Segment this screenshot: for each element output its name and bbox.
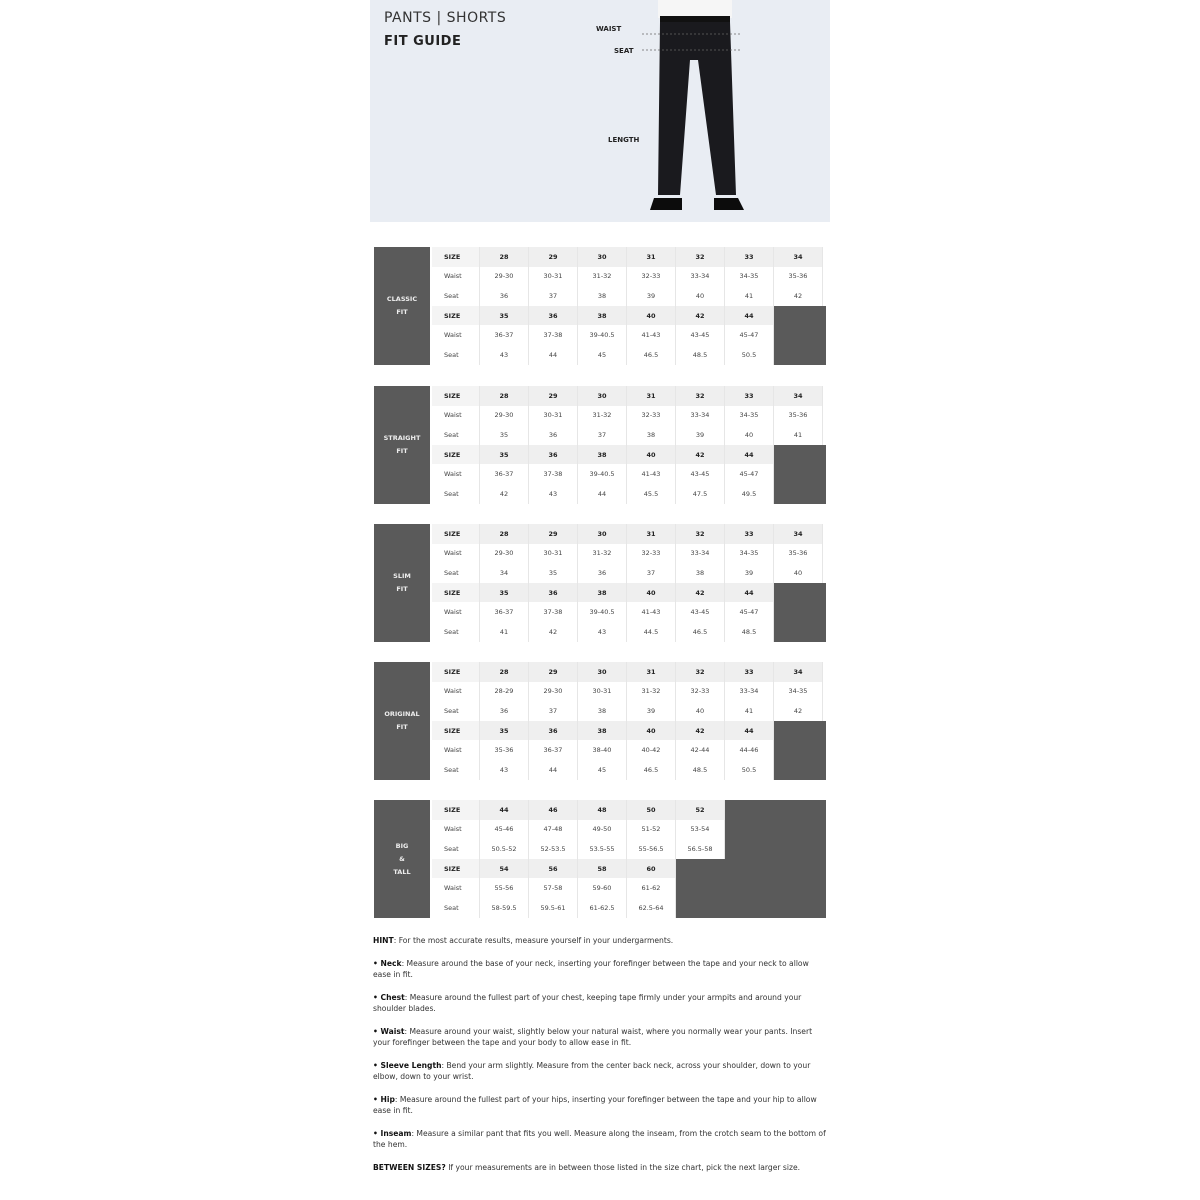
waist-cell: 31-32: [627, 682, 676, 702]
waist-cell: 31-32: [578, 544, 627, 564]
waist-cell: 33-34: [676, 406, 725, 426]
size-table: [374, 524, 826, 642]
seat-cell: 59.5-61: [529, 898, 578, 918]
waist-cell: 31-32: [578, 406, 627, 426]
waist-row-label: Waist: [432, 740, 480, 760]
size-cell: 30: [578, 247, 627, 267]
hint-paragraph: [373, 1128, 828, 1150]
size-cell: 46: [529, 800, 578, 820]
hint-paragraph: [373, 935, 828, 946]
seat-row-label: Seat: [432, 622, 480, 642]
seat-cell: 44: [529, 760, 578, 780]
seat-cell: 42: [774, 701, 823, 721]
size-cell: 35: [480, 721, 529, 741]
measuring-hints: [373, 935, 828, 1185]
size-cell: 30: [578, 524, 627, 544]
hint-paragraph: [373, 992, 828, 1014]
waist-cell: 30-31: [578, 682, 627, 702]
table-row: [432, 682, 823, 702]
waist-cell: 43-45: [676, 325, 725, 345]
hint-paragraph: [373, 1060, 828, 1082]
hint-title: • Inseam: [373, 1129, 412, 1138]
hint-text: : Measure around the base of your neck, inserting your forefinger between the tape and your neck to allow ease in fit.: [373, 959, 809, 979]
seat-cell: 50.5: [725, 345, 774, 365]
fit-name-label: ORIGINAL FIT: [374, 662, 430, 780]
seat-cell: 48.5: [676, 345, 725, 365]
waist-cell: 32-33: [676, 682, 725, 702]
length-label: LENGTH: [608, 136, 640, 144]
waist-cell: 36-37: [480, 325, 529, 345]
waist-cell: 29-30: [480, 544, 529, 564]
size-cell: 36: [529, 583, 578, 603]
size-cell: 38: [578, 306, 627, 326]
waist-cell: 37-38: [529, 325, 578, 345]
seat-cell: 55-56.5: [627, 839, 676, 859]
size-cell: 38: [578, 721, 627, 741]
size-cell: 29: [529, 524, 578, 544]
seat-cell: 41: [480, 622, 529, 642]
size-cell: 48: [578, 800, 627, 820]
waist-cell: 29-30: [529, 682, 578, 702]
seat-row-label: Seat: [432, 425, 480, 445]
table-row: [432, 306, 774, 326]
table-row: [432, 325, 774, 345]
seat-cell: 37: [627, 563, 676, 583]
waist-row-label: Waist: [432, 406, 480, 426]
size-row-label: SIZE: [432, 386, 480, 406]
seat-cell: 36: [529, 425, 578, 445]
seat-cell: 47.5: [676, 484, 725, 504]
waist-cell: 59-60: [578, 878, 627, 898]
size-cell: 31: [627, 662, 676, 682]
size-row-label: SIZE: [432, 859, 480, 879]
waist-cell: 43-45: [676, 602, 725, 622]
table-row: [432, 386, 823, 406]
hint-title: • Neck: [373, 959, 402, 968]
seat-row-label: Seat: [432, 701, 480, 721]
size-cell: 29: [529, 386, 578, 406]
seat-cell: 45: [578, 760, 627, 780]
empty-area: [774, 721, 826, 780]
seat-cell: 43: [480, 345, 529, 365]
hint-paragraph: [373, 1094, 828, 1116]
waist-row-label: Waist: [432, 325, 480, 345]
seat-cell: 48.5: [725, 622, 774, 642]
seat-cell: 42: [529, 622, 578, 642]
waist-cell: 36-37: [529, 740, 578, 760]
size-cell: 40: [627, 583, 676, 603]
fit-name-label: STRAIGHT FIT: [374, 386, 430, 504]
seat-cell: 56.5-58: [676, 839, 725, 859]
size-cell: 42: [676, 445, 725, 465]
table-row: [432, 406, 823, 426]
waist-cell: 49-50: [578, 820, 627, 840]
header-title: PANTS | SHORTS: [384, 10, 507, 26]
empty-area: [774, 583, 826, 642]
table-row: [432, 602, 774, 622]
empty-area: [774, 306, 826, 365]
waist-cell: 35-36: [774, 267, 823, 287]
size-cell: 44: [725, 721, 774, 741]
fit-name-label: CLASSIC FIT: [374, 247, 430, 365]
table-row: [432, 247, 823, 267]
size-cell: 38: [578, 445, 627, 465]
waist-cell: 41-43: [627, 325, 676, 345]
waist-cell: 30-31: [529, 406, 578, 426]
seat-cell: 36: [480, 701, 529, 721]
size-cell: 35: [480, 583, 529, 603]
waist-cell: 35-36: [480, 740, 529, 760]
seat-cell: 39: [627, 286, 676, 306]
empty-area: [774, 445, 826, 504]
seat-cell: 37: [578, 425, 627, 445]
waist-cell: 44-46: [725, 740, 774, 760]
seat-cell: 41: [725, 701, 774, 721]
waist-row-label: Waist: [432, 464, 480, 484]
waist-cell: 36-37: [480, 602, 529, 622]
seat-cell: 36: [480, 286, 529, 306]
seat-cell: 45.5: [627, 484, 676, 504]
size-table: [374, 386, 826, 504]
pants-model-image: [640, 0, 750, 222]
hint-title: BETWEEN SIZES?: [373, 1163, 446, 1172]
seat-cell: 52-53.5: [529, 839, 578, 859]
seat-cell: 44.5: [627, 622, 676, 642]
size-table: [374, 662, 826, 780]
seat-cell: 39: [627, 701, 676, 721]
size-cell: 29: [529, 662, 578, 682]
size-cell: 58: [578, 859, 627, 879]
hint-text: : Bend your arm slightly. Measure from the center back neck, across your shoulder, down to your elbow, down to your wrist.: [373, 1061, 811, 1081]
seat-cell: 61-62.5: [578, 898, 627, 918]
size-cell: 35: [480, 445, 529, 465]
waist-cell: 45-46: [480, 820, 529, 840]
empty-area: [676, 859, 826, 918]
seat-cell: 35: [529, 563, 578, 583]
waist-cell: 53-54: [676, 820, 725, 840]
size-grid: [432, 524, 826, 642]
hint-title: • Hip: [373, 1095, 395, 1104]
waist-cell: 29-30: [480, 406, 529, 426]
seat-cell: 43: [529, 484, 578, 504]
waist-cell: 47-48: [529, 820, 578, 840]
table-row: [432, 563, 823, 583]
size-row-label: SIZE: [432, 721, 480, 741]
size-cell: 42: [676, 306, 725, 326]
size-cell: 50: [627, 800, 676, 820]
size-cell: 28: [480, 386, 529, 406]
waist-cell: 37-38: [529, 602, 578, 622]
table-row: [432, 839, 725, 859]
table-row: [432, 622, 774, 642]
size-grid: [432, 386, 826, 504]
hint-paragraph: [373, 958, 828, 980]
seat-cell: 40: [676, 286, 725, 306]
seat-cell: 48.5: [676, 760, 725, 780]
size-cell: 42: [676, 583, 725, 603]
size-cell: 40: [627, 445, 676, 465]
seat-cell: 44: [529, 345, 578, 365]
size-cell: 40: [627, 721, 676, 741]
seat-cell: 36: [578, 563, 627, 583]
waist-cell: 35-36: [774, 544, 823, 564]
seat-row-label: Seat: [432, 839, 480, 859]
hint-text: : For the most accurate results, measure yourself in your undergarments.: [393, 936, 674, 945]
table-row: [432, 524, 823, 544]
seat-cell: 40: [676, 701, 725, 721]
seat-cell: 34: [480, 563, 529, 583]
waist-cell: 33-34: [725, 682, 774, 702]
seat-cell: 45: [578, 345, 627, 365]
waist-row-label: Waist: [432, 878, 480, 898]
seat-cell: 40: [725, 425, 774, 445]
size-row-label: SIZE: [432, 524, 480, 544]
size-cell: 29: [529, 247, 578, 267]
fit-guide-header: [370, 0, 830, 222]
size-cell: 28: [480, 524, 529, 544]
seat-cell: 62.5-64: [627, 898, 676, 918]
size-cell: 32: [676, 662, 725, 682]
waist-cell: 37-38: [529, 464, 578, 484]
table-row: [432, 859, 676, 879]
waist-cell: 41-43: [627, 602, 676, 622]
size-cell: 31: [627, 524, 676, 544]
seat-cell: 35: [480, 425, 529, 445]
table-row: [432, 345, 774, 365]
size-cell: 36: [529, 445, 578, 465]
seat-cell: 43: [480, 760, 529, 780]
seat-cell: 42: [774, 286, 823, 306]
waist-cell: 39-40.5: [578, 325, 627, 345]
fit-name-label: SLIM FIT: [374, 524, 430, 642]
table-row: [432, 898, 676, 918]
seat-cell: 37: [529, 286, 578, 306]
size-cell: 38: [578, 583, 627, 603]
size-cell: 56: [529, 859, 578, 879]
waist-cell: 42-44: [676, 740, 725, 760]
size-cell: 35: [480, 306, 529, 326]
waist-cell: 39-40.5: [578, 464, 627, 484]
size-grid: [432, 247, 826, 365]
table-row: [432, 760, 774, 780]
size-cell: 34: [774, 247, 823, 267]
seat-cell: 37: [529, 701, 578, 721]
hint-paragraph: [373, 1162, 828, 1173]
seat-cell: 46.5: [676, 622, 725, 642]
waist-cell: 32-33: [627, 406, 676, 426]
waist-label: WAIST: [596, 25, 622, 33]
size-cell: 52: [676, 800, 725, 820]
table-row: [432, 464, 774, 484]
seat-cell: 43: [578, 622, 627, 642]
seat-cell: 40: [774, 563, 823, 583]
waist-cell: 35-36: [774, 406, 823, 426]
size-cell: 36: [529, 306, 578, 326]
fit-name-label: BIG & TALL: [374, 800, 430, 918]
seat-cell: 50.5-52: [480, 839, 529, 859]
size-row-label: SIZE: [432, 662, 480, 682]
waist-cell: 33-34: [676, 267, 725, 287]
waist-cell: 30-31: [529, 267, 578, 287]
size-table: [374, 800, 826, 918]
size-cell: 33: [725, 386, 774, 406]
waist-cell: 32-33: [627, 544, 676, 564]
waist-cell: 30-31: [529, 544, 578, 564]
hint-text: If your measurements are in between those listed in the size chart, pick the next larger size.: [445, 1163, 801, 1172]
hint-title: • Sleeve Length: [373, 1061, 442, 1070]
table-row: [432, 721, 774, 741]
seat-cell: 38: [578, 701, 627, 721]
waist-cell: 61-62: [627, 878, 676, 898]
seat-cell: 38: [627, 425, 676, 445]
waist-cell: 34-35: [725, 267, 774, 287]
table-row: [432, 425, 823, 445]
hint-paragraph: [373, 1026, 828, 1048]
seat-cell: 38: [676, 563, 725, 583]
waist-cell: 57-58: [529, 878, 578, 898]
seat-cell: 46.5: [627, 760, 676, 780]
waist-cell: 40-42: [627, 740, 676, 760]
seat-cell: 41: [774, 425, 823, 445]
waist-cell: 29-30: [480, 267, 529, 287]
seat-row-label: Seat: [432, 563, 480, 583]
hint-title: • Waist: [373, 1027, 405, 1036]
waist-row-label: Waist: [432, 820, 480, 840]
table-row: [432, 445, 774, 465]
size-cell: 44: [725, 445, 774, 465]
size-row-label: SIZE: [432, 247, 480, 267]
hint-title: • Chest: [373, 993, 405, 1002]
waist-cell: 32-33: [627, 267, 676, 287]
waist-cell: 33-34: [676, 544, 725, 564]
waist-row-label: Waist: [432, 682, 480, 702]
size-cell: 31: [627, 247, 676, 267]
seat-cell: 42: [480, 484, 529, 504]
waist-cell: 38-40: [578, 740, 627, 760]
table-row: [432, 267, 823, 287]
table-row: [432, 544, 823, 564]
seat-cell: 58-59.5: [480, 898, 529, 918]
size-cell: 32: [676, 247, 725, 267]
waist-row-label: Waist: [432, 602, 480, 622]
waist-cell: 51-52: [627, 820, 676, 840]
size-cell: 28: [480, 662, 529, 682]
waist-cell: 34-35: [725, 544, 774, 564]
size-cell: 44: [480, 800, 529, 820]
size-table: [374, 247, 826, 365]
seat-row-label: Seat: [432, 345, 480, 365]
size-grid: [432, 662, 826, 780]
size-cell: 54: [480, 859, 529, 879]
size-cell: 60: [627, 859, 676, 879]
waist-cell: 36-37: [480, 464, 529, 484]
seat-cell: 49.5: [725, 484, 774, 504]
hint-text: : Measure a similar pant that fits you well. Measure along the inseam, from the crotch seam to the bottom of the hem.: [373, 1129, 826, 1149]
header-subtitle: FIT GUIDE: [384, 34, 462, 49]
waist-cell: 45-47: [725, 602, 774, 622]
table-row: [432, 878, 676, 898]
seat-cell: 44: [578, 484, 627, 504]
seat-cell: 38: [578, 286, 627, 306]
empty-area: [725, 800, 826, 859]
waist-cell: 43-45: [676, 464, 725, 484]
hint-text: : Measure around the fullest part of your chest, keeping tape firmly under your armpits and around your shoulder blades.: [373, 993, 802, 1013]
size-cell: 31: [627, 386, 676, 406]
size-cell: 32: [676, 386, 725, 406]
size-cell: 30: [578, 662, 627, 682]
size-cell: 33: [725, 662, 774, 682]
hint-text: : Measure around your waist, slightly below your natural waist, where you normally wear your pants. Insert your forefinger between the tape and your body to allow ease in fit.: [373, 1027, 813, 1047]
hint-text: : Measure around the fullest part of your hips, inserting your forefinger between the tape and your hip to allow ease in fit.: [373, 1095, 817, 1115]
size-cell: 40: [627, 306, 676, 326]
seat-row-label: Seat: [432, 484, 480, 504]
seat-cell: 39: [676, 425, 725, 445]
waist-cell: 45-47: [725, 325, 774, 345]
seat-cell: 53.5-55: [578, 839, 627, 859]
size-cell: 34: [774, 524, 823, 544]
waist-cell: 31-32: [578, 267, 627, 287]
table-row: [432, 740, 774, 760]
seat-cell: 50.5: [725, 760, 774, 780]
size-row-label: SIZE: [432, 445, 480, 465]
size-cell: 32: [676, 524, 725, 544]
seat-cell: 39: [725, 563, 774, 583]
seat-cell: 41: [725, 286, 774, 306]
seat-label: SEAT: [614, 47, 634, 55]
seat-row-label: Seat: [432, 286, 480, 306]
waist-cell: 28-29: [480, 682, 529, 702]
table-row: [432, 662, 823, 682]
seat-cell: 46.5: [627, 345, 676, 365]
seat-row-label: Seat: [432, 898, 480, 918]
size-cell: 36: [529, 721, 578, 741]
size-cell: 42: [676, 721, 725, 741]
waist-row-label: Waist: [432, 544, 480, 564]
hint-title: HINT: [373, 936, 394, 945]
size-cell: 33: [725, 247, 774, 267]
waist-cell: 55-56: [480, 878, 529, 898]
size-cell: 34: [774, 386, 823, 406]
size-row-label: SIZE: [432, 800, 480, 820]
waist-cell: 34-35: [774, 682, 823, 702]
size-row-label: SIZE: [432, 306, 480, 326]
waist-cell: 41-43: [627, 464, 676, 484]
size-grid: [432, 800, 826, 918]
table-row: [432, 484, 774, 504]
waist-cell: 45-47: [725, 464, 774, 484]
waist-cell: 39-40.5: [578, 602, 627, 622]
table-row: [432, 800, 725, 820]
table-row: [432, 701, 823, 721]
seat-row-label: Seat: [432, 760, 480, 780]
size-row-label: SIZE: [432, 583, 480, 603]
size-cell: 30: [578, 386, 627, 406]
size-cell: 44: [725, 306, 774, 326]
waist-row-label: Waist: [432, 267, 480, 287]
size-cell: 34: [774, 662, 823, 682]
table-row: [432, 286, 823, 306]
table-row: [432, 583, 774, 603]
size-cell: 28: [480, 247, 529, 267]
waist-cell: 34-35: [725, 406, 774, 426]
size-cell: 44: [725, 583, 774, 603]
table-row: [432, 820, 725, 840]
size-cell: 33: [725, 524, 774, 544]
